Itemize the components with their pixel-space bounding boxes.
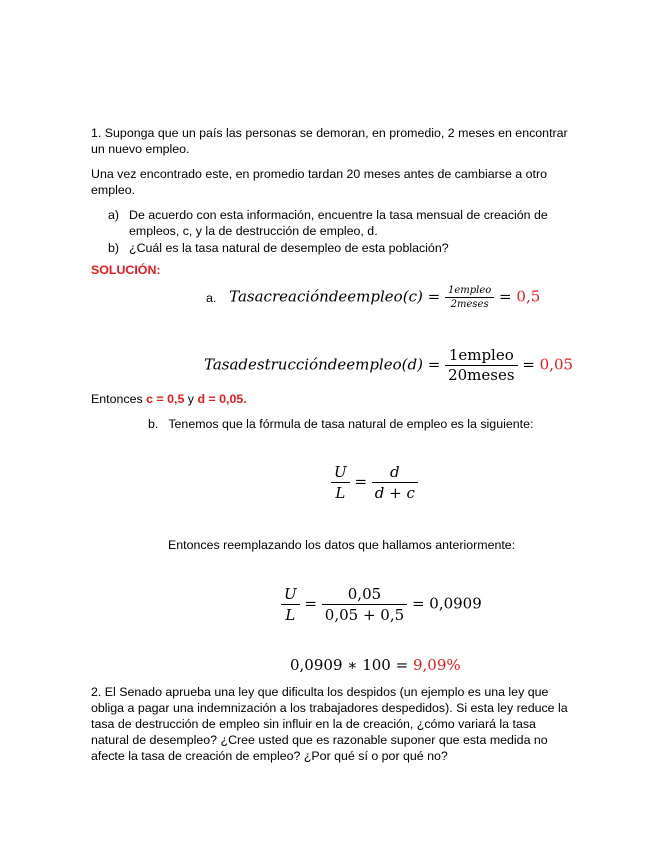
calc-lhs-fraction: [281, 584, 300, 625]
eq-d-equals: =: [522, 355, 535, 374]
eq-a-numerator: 1empleo: [445, 284, 494, 298]
calc-equals: =: [304, 594, 318, 613]
calc-rhs-denominator: 0,05 + 0,5: [324, 606, 405, 624]
equation-destruction-rate: [204, 346, 573, 385]
item-a-text: De acuerdo con esta información, encuentre la tasa mensual de creación de empleos, c, y la de destrucción de empleo, d.: [129, 208, 548, 238]
calc-result: = 0,0909: [411, 594, 482, 613]
eq-a-result: 0,5: [516, 287, 541, 306]
formula-lhs-denominator: L: [335, 484, 346, 502]
then-prefix: Entonces: [91, 392, 147, 406]
equation-creation-rate: [206, 284, 540, 311]
formula-rhs-numerator: d: [372, 462, 418, 483]
item-b-marker: b): [108, 241, 120, 255]
formula-lhs-fraction: [331, 462, 350, 503]
solution-heading: SOLUCIÓN:: [91, 263, 161, 277]
question-1-second: Una vez encontrado este, en promedio tardan 20 meses antes de cambiarse a otro empleo.: [91, 167, 547, 197]
eq-a-lhs: Tasacreacióndeempleo(c) =: [229, 287, 441, 306]
eq-d-fraction: [445, 346, 517, 385]
eq-d-lhs: Tasadestruccióndeempleo(d) =: [204, 355, 441, 374]
calc-rhs-numerator: 0,05: [322, 584, 407, 605]
eq-d-denominator: 20meses: [448, 366, 515, 384]
final-lhs: 0,0909 ∗ 100 =: [290, 656, 409, 674]
eq-d-numerator: 1empleo: [445, 346, 517, 366]
question-1-item-a: [108, 207, 568, 239]
part-b-label: b.: [148, 417, 159, 431]
replacement-statement: Entonces reemplazando los datos que hallamos anteriormente:: [168, 538, 516, 552]
formula-rhs-denominator: d + c: [374, 484, 415, 502]
then-c-value: c = 0,5: [146, 392, 185, 406]
eq-a-equals: =: [499, 287, 512, 306]
final-percentage: 9,09%: [412, 656, 461, 674]
calc-lhs-denominator: L: [285, 606, 296, 624]
eq-a-denominator: 2meses: [450, 299, 489, 310]
final-result: [290, 656, 461, 674]
then-statement: [91, 391, 571, 407]
question-1-item-b: [108, 240, 568, 256]
eq-a-fraction: [445, 284, 494, 311]
formula-lhs-numerator: U: [331, 462, 350, 483]
then-d-value: d = 0,05.: [197, 392, 247, 406]
calc-lhs-numerator: U: [281, 584, 300, 605]
eq-a-label: a.: [206, 290, 217, 305]
part-b-text: Tenemos que la fórmula de tasa natural de empleo es la siguiente:: [168, 417, 534, 431]
formula-rhs-fraction: [372, 462, 418, 503]
part-b-statement: [148, 416, 568, 432]
item-b-text: ¿Cuál es la tasa natural de desempleo de esta población?: [129, 241, 449, 255]
item-a-marker: a): [108, 208, 120, 222]
formula-equals: =: [354, 472, 368, 491]
question-2: 2. El Senado aprueba una ley que dificulta los despidos (un ejemplo es una ley que obliga a pagar una indemnización a los trabajadores despedidos). Si esta ley reduce la tasa de destrucción de empleo sin influir en la de creación, ¿cómo variará la tasa natural de desempleo? ¿Cree usted que es razonable suponer que esta medida no afecte la tasa de creación de empleo? ¿Por qué sí o por qué no?: [91, 685, 568, 763]
then-and: y: [184, 392, 198, 406]
question-1-intro: 1. Suponga que un país las personas se demoran, en promedio, 2 meses en encontrar un nuevo empleo.: [91, 126, 568, 156]
calculation-formula: [281, 584, 482, 625]
eq-d-result: 0,05: [539, 355, 574, 374]
calc-rhs-fraction: [322, 584, 407, 625]
natural-rate-formula: [331, 462, 418, 503]
